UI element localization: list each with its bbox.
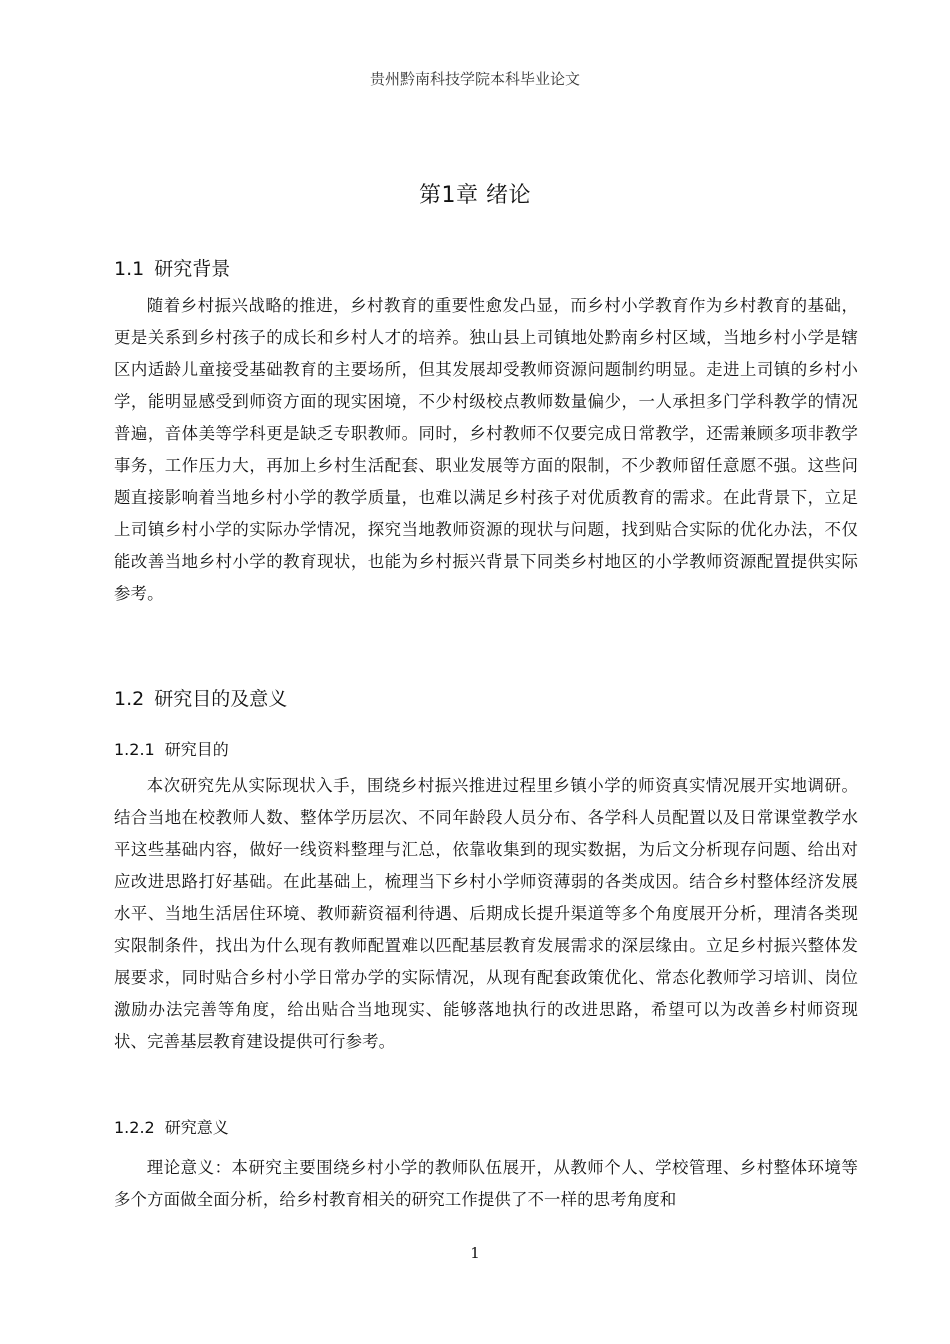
paragraph-research-background: 随着乡村振兴战略的推进，乡村教育的重要性愈发凸显，而乡村小学教育作为乡村教育的基础，更是关系到乡村孩子的成长和乡村人才的培养。独山县上司镇地处黔南乡村区域，当地乡村小学是辖区内适龄儿童接受基础教育的主要场所，但其发展却受教师资源问题制约明显。走进上司镇的乡村小学，能明显感受到师资方面的现实困境，不少村级校点教师数量偏少，一人承担多门学科教学的情况普遍，音体美等学科更是缺乏专职教师。同时，乡村教师不仅要完成日常教学，还需兼顾多项非教学事务，工作压力大，再加上乡村生活配套、职业发展等方面的限制，不少教师留任意愿不强。这些问题直接影响着当地乡村小学的教学质量，也难以满足乡村孩子对优质教育的需求。在此背景下，立足上司镇乡村小学的实际办学情况，探究当地教师资源的现状与问题，找到贴合实际的优化办法，不仅能改善当地乡村小学的教育现状，也能为乡村振兴背景下同类乡村地区的小学教师资源配置提供实际参考。 (114, 296, 858, 603)
subsection-title: 研究意义 (164, 1118, 229, 1137)
section-heading-1-2 (114, 684, 287, 711)
subsection-title: 研究目的 (164, 740, 229, 759)
paragraph-research-significance: 理论意义：本研究主要围绕乡村小学的教师队伍展开，从教师个人、学校管理、乡村整体环境等多个方面做全面分析，给乡村教育相关的研究工作提供了不一样的思考角度和 (114, 1158, 858, 1209)
subsection-heading-1-2-1 (114, 737, 229, 760)
page-number: 1 (470, 1244, 480, 1262)
section-number: 1.2 (114, 688, 145, 710)
section-heading-1-1 (114, 254, 230, 281)
paragraph-research-purpose: 本次研究先从实际现状入手，围绕乡村振兴推进过程里乡镇小学的师资真实情况展开实地调研。结合当地在校教师人数、整体学历层次、不同年龄段人员分布、各学科人员配置以及日常课堂教学水平这些基础内容，做好一线资料整理与汇总，依靠收集到的现实数据，为后文分析现存问题、给出对应改进思路打好基础。在此基础上，梳理当下乡村小学师资薄弱的各类成因。结合乡村整体经济发展水平、当地生活居住环境、教师薪资福利待遇、后期成长提升渠道等多个角度展开分析，理清各类现实限制条件，找出为什么现有教师配置难以匹配基层教育发展需求的深层缘由。立足乡村振兴整体发展要求，同时贴合乡村小学日常办学的实际情况，从现有配套政策优化、常态化教师学习培训、岗位激励办法完善等角度，给出贴合当地现实、能够落地执行的改进思路，希望可以为改善乡村师资现状、完善基层教育建设提供可行参考。 (114, 776, 858, 1051)
section-number: 1.1 (114, 258, 145, 280)
subsection-heading-1-2-2 (114, 1115, 229, 1138)
subsection-number: 1.2.2 (114, 1118, 155, 1137)
chapter-title: 第1章 绪论 (419, 183, 531, 208)
running-header: 贵州黔南科技学院本科毕业论文 (369, 70, 580, 88)
section-title: 研究目的及意义 (154, 688, 288, 710)
subsection-number: 1.2.1 (114, 740, 155, 759)
section-title: 研究背景 (154, 258, 231, 280)
